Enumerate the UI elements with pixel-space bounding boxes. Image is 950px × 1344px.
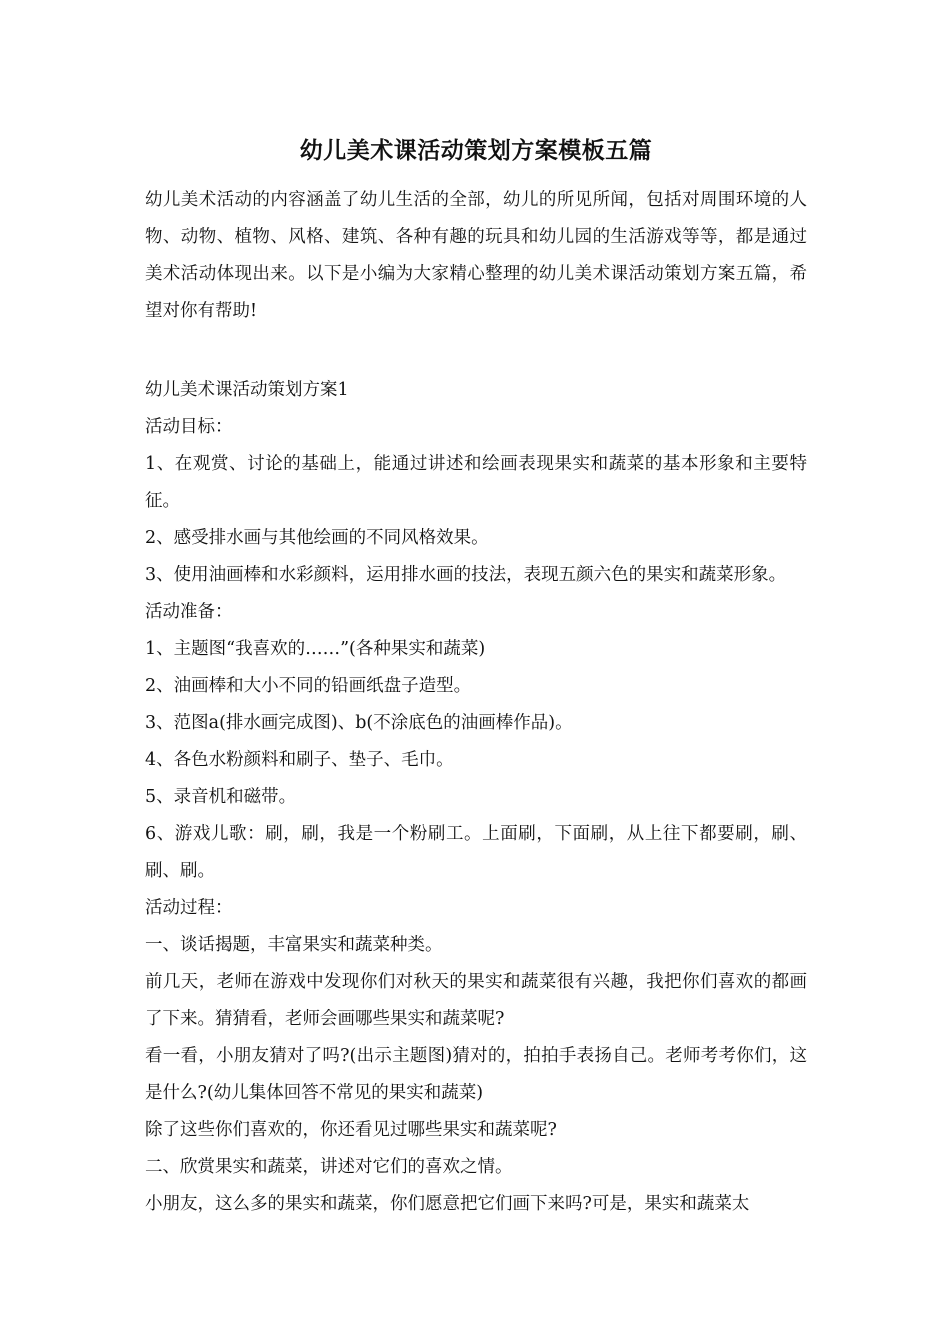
process-paragraph: 小朋友，这么多的果实和蔬菜，你们愿意把它们画下来吗?可是，果实和蔬菜太	[145, 1194, 750, 1214]
process-paragraph: 前几天，老师在游戏中发现你们对秋天的果实和蔬菜很有兴趣，我把你们喜欢的都画了下来。猜猜看，老师会画哪些果实和蔬菜呢?	[145, 972, 807, 1029]
preparation-item: 2、油画棒和大小不同的铅画纸盘子造型。	[145, 676, 472, 696]
preparation-item: 1、主题图“我喜欢的……”(各种果实和蔬菜)	[145, 639, 486, 659]
goal-item: 1、在观赏、讨论的基础上，能通过讲述和绘画表现果实和蔬菜的基本形象和主要特征。	[145, 454, 807, 511]
goal-item: 3、使用油画棒和水彩颜料，运用排水画的技法，表现五颜六色的果实和蔬菜形象。	[145, 565, 787, 585]
process-paragraph: 除了这些你们喜欢的，你还看见过哪些果实和蔬菜呢?	[145, 1120, 557, 1140]
document-title: 幼儿美术课活动策划方案模板五篇	[299, 137, 653, 164]
preparation-item: 3、范图a(排水画完成图)、b(不涂底色的油画棒作品)。	[145, 713, 573, 733]
section-heading: 幼儿美术课活动策划方案1	[145, 380, 349, 400]
subheading-goals: 活动目标：	[145, 417, 233, 437]
subheading-preparation: 活动准备：	[145, 602, 233, 622]
intro-paragraph: 幼儿美术活动的内容涵盖了幼儿生活的全部，幼儿的所见所闻，包括对周围环境的人物、动物、植物、风格、建筑、各种有趣的玩具和幼儿园的生活游戏等等，都是通过美术活动体现出来。以下是小编为大家精心整理的幼儿美术课活动策划方案五篇，希望对你有帮助!	[145, 190, 807, 321]
goal-item: 2、感受排水画与其他绘画的不同风格效果。	[145, 528, 489, 548]
preparation-item: 6、游戏儿歌：刷，刷，我是一个粉刷工。上面刷，下面刷，从上往下都要刷，刷、刷、刷。	[145, 824, 807, 881]
process-step-heading: 二、欣赏果实和蔬菜，讲述对它们的喜欢之情。	[145, 1157, 513, 1177]
preparation-item: 4、各色水粉颜料和刷子、垫子、毛巾。	[145, 750, 454, 770]
preparation-item: 5、录音机和磁带。	[145, 787, 297, 807]
document-page	[145, 128, 807, 1223]
process-paragraph: 看一看，小朋友猜对了吗?(出示主题图)猜对的，拍拍手表扬自己。老师考考你们，这是什么?(幼儿集体回答不常见的果实和蔬菜)	[145, 1046, 807, 1103]
process-step-heading: 一、谈话揭题，丰富果实和蔬菜种类。	[145, 935, 443, 955]
subheading-process: 活动过程：	[145, 898, 233, 918]
paragraph-gap	[145, 330, 807, 372]
